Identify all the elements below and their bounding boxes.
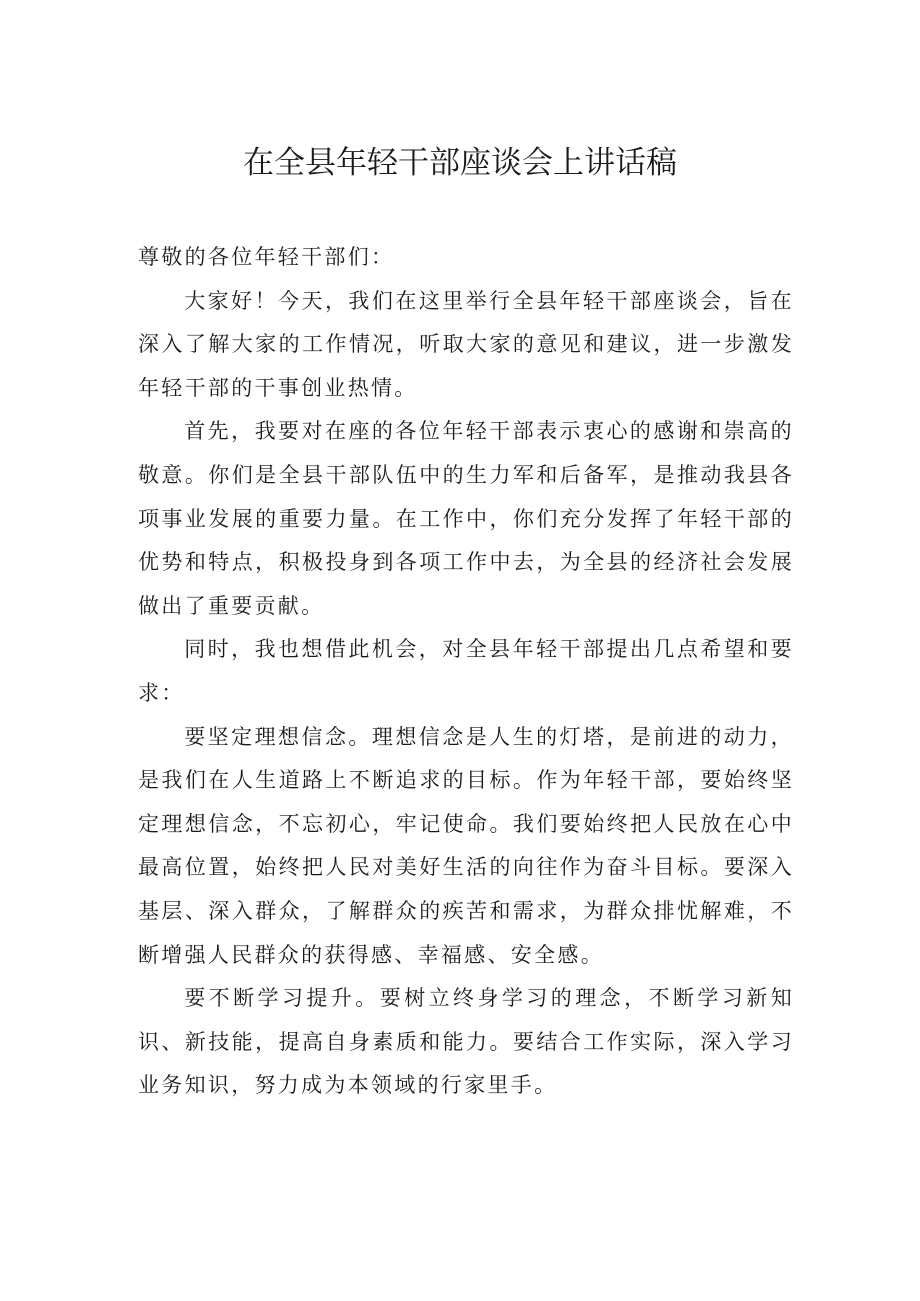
paragraph-gratitude: 首先，我要对在座的各位年轻干部表示衷心的感谢和崇高的敬意。你们是全县干部队伍中的生力军和后备军，是推动我县各项事业发展的重要力量。在工作中，你们充分发挥了年轻干部的优势和特点，积极投身到各项工作中去，为全县的经济社会发展做出了重要贡献。 [138,419,794,618]
salutation: 尊敬的各位年轻干部们： [138,245,395,269]
paragraph-learning: 要不断学习提升。要树立终身学习的理念，不断学习新知识、新技能，提高自身素质和能力。要结合工作实际，深入学习业务知识，努力成为本领域的行家里手。 [138,986,794,1098]
document-body [138,236,794,1108]
paragraph-greeting: 大家好！今天，我们在这里举行全县年轻干部座谈会，旨在深入了解大家的工作情况，听取大家的意见和建议，进一步激发年轻干部的干事创业热情。 [138,288,794,400]
paragraph-ideals: 要坚定理想信念。理想信念是人生的灯塔，是前进的动力，是我们在人生道路上不断追求的目标。作为年轻干部，要始终坚定理想信念，不忘初心，牢记使命。我们要始终把人民放在心中最高位置，始终把人民对美好生活的向往作为奋斗目标。要深入基层、深入群众，了解群众的疾苦和需求，为群众排忧解难，不断增强人民群众的获得感、幸福感、安全感。 [138,724,794,967]
document-title: 在全县年轻干部座谈会上讲话稿 [243,145,677,181]
paragraph-expectations-intro: 同时，我也想借此机会，对全县年轻干部提出几点希望和要求： [138,637,794,705]
